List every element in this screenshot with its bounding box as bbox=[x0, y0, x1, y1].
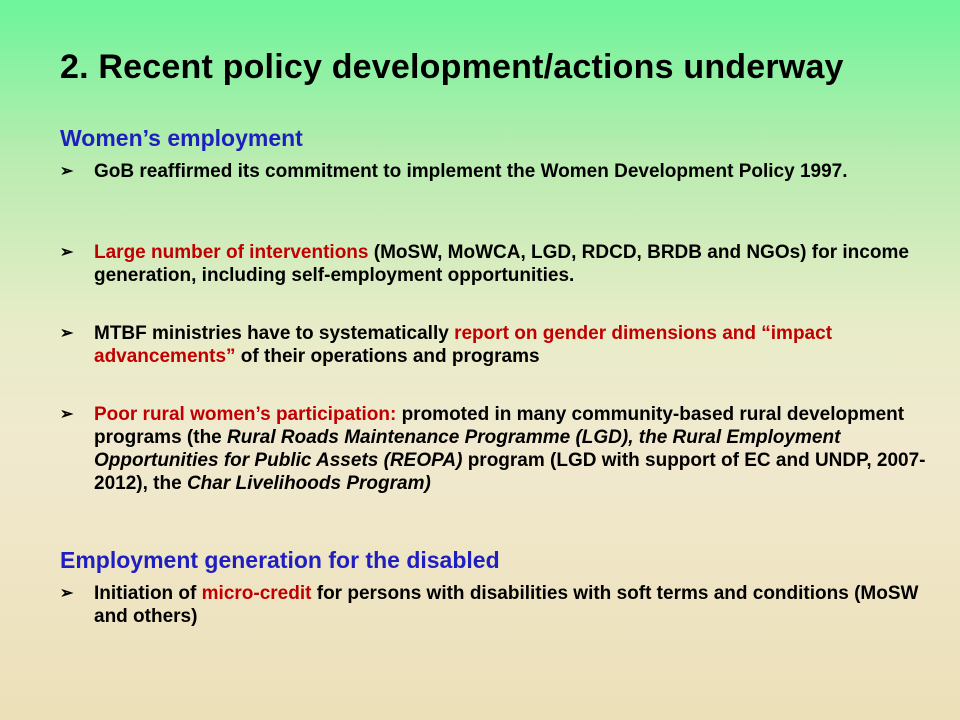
bullet-text-part1: promoted in many community-based rural development programs (the bbox=[94, 404, 905, 448]
bullet-gob-policy bbox=[60, 160, 936, 183]
slide-title: 2. Recent policy development/actions underway bbox=[60, 48, 844, 86]
highlight-text: Large number of interventions bbox=[94, 242, 369, 263]
bullet-text-pre: Initiation of bbox=[94, 583, 202, 604]
bullet-text-rest: (MoSW, MoWCA, LGD, RDCD, BRDB and NGOs) for income generation, including self-employment opportunities. bbox=[94, 242, 909, 286]
program-name-italic: Char Livelihoods Program) bbox=[186, 473, 431, 494]
program-names-italic: Rural Roads Maintenance Programme (LGD), the Rural Employment Opportunities for Public Assets (REOPA) bbox=[94, 427, 841, 471]
bullet-text-post: for persons with disabilities with soft terms and conditions (MoSW and others) bbox=[94, 583, 919, 627]
bullet-rural-women bbox=[60, 403, 936, 495]
bullet-text bbox=[94, 322, 936, 368]
bullet-text-part2: program (LGD with support of EC and UNDP, 2007-2012), the bbox=[94, 450, 926, 494]
bullet-text bbox=[94, 582, 936, 628]
bullet-text-post: of their operations and programs bbox=[235, 346, 540, 367]
arrowhead-bullet-icon: ➢ bbox=[60, 244, 74, 261]
highlight-text: report on gender dimensions and “impact advancements” bbox=[94, 323, 833, 367]
highlight-text: micro-credit bbox=[201, 583, 312, 604]
bullet-micro-credit bbox=[60, 582, 936, 628]
arrowhead-bullet-icon: ➢ bbox=[60, 325, 74, 342]
section-heading-disabled: Employment generation for the disabled bbox=[60, 547, 500, 573]
bullet-text bbox=[94, 241, 936, 287]
bullet-text-pre: MTBF ministries have to systematically bbox=[94, 323, 455, 344]
bullet-mtbf bbox=[60, 322, 936, 368]
highlight-text: Poor rural women’s participation: bbox=[94, 404, 397, 425]
bullet-text: GoB reaffirmed its commitment to implement the Women Development Policy 1997. bbox=[94, 161, 848, 182]
section-heading-womens-employment: Women’s employment bbox=[60, 125, 303, 151]
arrowhead-bullet-icon: ➢ bbox=[60, 163, 74, 180]
bullet-interventions bbox=[60, 241, 936, 287]
arrowhead-bullet-icon: ➢ bbox=[60, 406, 74, 423]
arrowhead-bullet-icon: ➢ bbox=[60, 585, 74, 602]
bullet-text bbox=[94, 403, 936, 495]
